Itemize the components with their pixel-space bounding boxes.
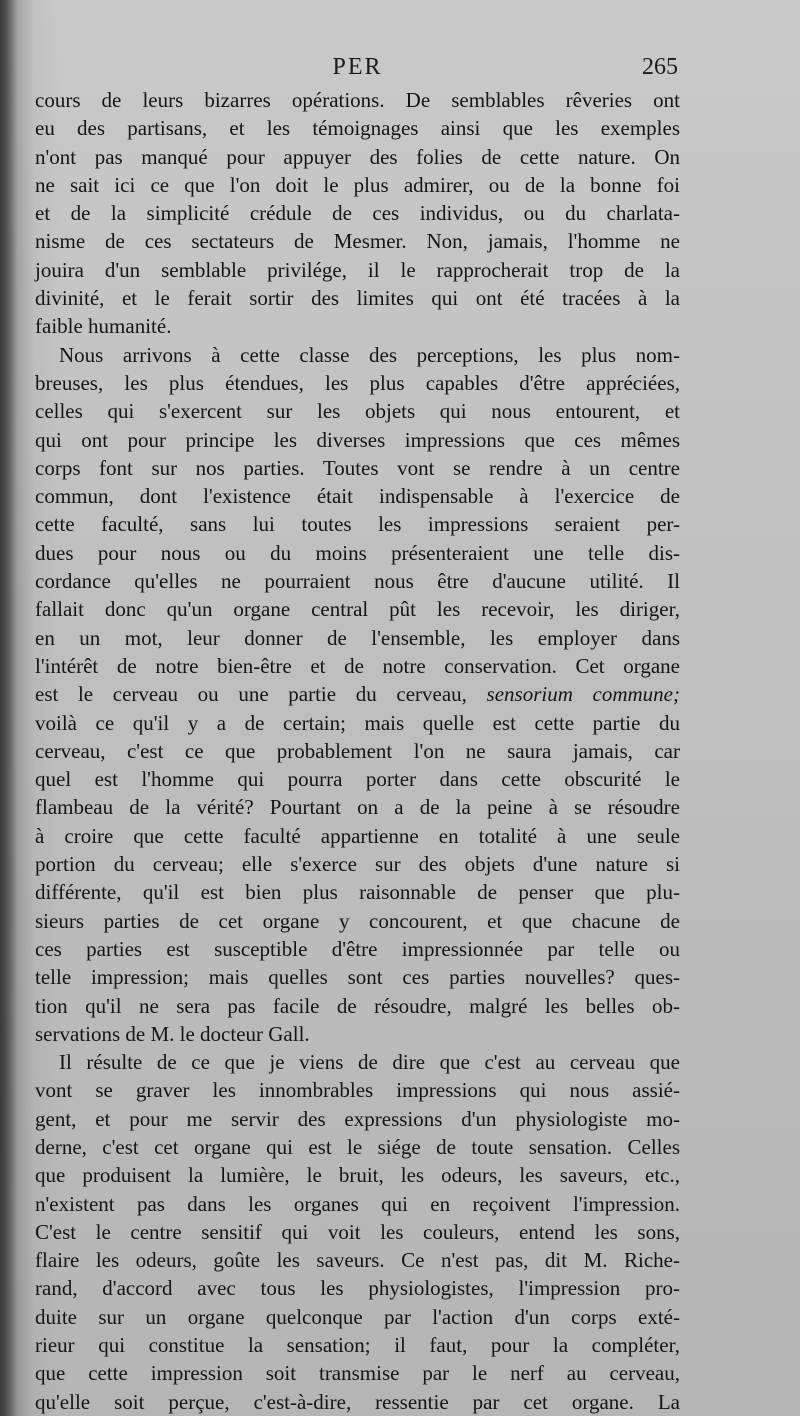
text-line: cours de leurs bizarres opérations. De semblables rêveries ont: [35, 88, 680, 112]
text-line: n'existent pas dans les organes qui en reçoivent l'impression.: [35, 1191, 680, 1216]
text-line: nisme de ces sectateurs de Mesmer. Non, jamais, l'homme ne: [35, 229, 680, 254]
text-line: ne sait ici ce que l'on doit le plus admirer, ou de la bonne foi: [35, 172, 680, 197]
text-line: eu des partisans, et les témoignages ainsi que les exemples: [35, 116, 680, 141]
text-line: ces parties est susceptible d'être impressionnée par telle ou: [35, 936, 680, 961]
text-line: rand, d'accord avec tous les physiologistes, l'impression pro-: [35, 1276, 680, 1301]
text-line: duite sur un organe quelconque par l'action d'un corps exté-: [35, 1304, 680, 1329]
italic-term: sensorium commune;: [486, 682, 680, 707]
text-line: différente, qu'il est bien plus raisonnable de penser que plu-: [35, 880, 680, 905]
text-line: vont se graver les innombrables impressions qui nous assié-: [35, 1078, 680, 1103]
text-line: tion qu'il ne sera pas facile de résoudre, malgré les belles ob-: [35, 993, 680, 1018]
text-line: corps font sur nos parties. Toutes vont se rendre à un centre: [35, 455, 680, 480]
binding-shadow: [0, 0, 18, 1416]
text-line: cette faculté, sans lui toutes les impressions seraient per-: [35, 512, 680, 537]
text-line: que cette impression soit transmise par le nerf au cerveau,: [35, 1361, 680, 1386]
text-line: telle impression; mais quelles sont ces parties nouvelles? ques-: [35, 965, 680, 990]
text-line: gent, et pour me servir des expressions d'un physiologiste mo-: [35, 1106, 680, 1131]
text-line: divinité, et le ferait sortir des limites qui ont été tracées à la: [35, 286, 680, 311]
text-line: celles qui s'exercent sur les objets qui nous entourent, et: [35, 399, 680, 424]
text-line: en un mot, leur donner de l'ensemble, les employer dans: [35, 625, 680, 650]
text-line: rieur qui constitue la sensation; il faut, pour la compléter,: [35, 1333, 680, 1358]
text-line: C'est le centre sensitif qui voit les couleurs, entend les sons,: [35, 1219, 680, 1244]
page-number: 265: [642, 54, 678, 80]
text-line-italic-term: [35, 680, 680, 708]
text-line: dues pour nous ou du moins présenteraient une telle dis-: [35, 540, 680, 565]
paragraph-end-line: servations de M. le docteur Gall.: [35, 1021, 310, 1046]
text-line: flaire les odeurs, goûte les saveurs. Ce n'est pas, dit M. Riche-: [35, 1248, 680, 1273]
paragraph-start-line: Nous arrivons à cette classe des perceptions, les plus nom-: [59, 342, 680, 367]
text-line: voilà ce qu'il y a de certain; mais quelle est cette partie du: [35, 710, 680, 735]
paragraph-end-line: faible humanité.: [35, 314, 172, 339]
text-line: cerveau, c'est ce que probablement l'on ne saura jamais, car: [35, 738, 680, 763]
text-line: portion du cerveau; elle s'exerce sur des objets d'une nature si: [35, 852, 680, 877]
text-line: à croire que cette faculté appartienne en totalité à une seule: [35, 823, 680, 848]
text-line: flambeau de la vérité? Pourtant on a de la peine à se résoudre: [35, 795, 680, 820]
body-text: [35, 86, 680, 1416]
text-line: qu'elle soit perçue, c'est-à-dire, ressentie par cet organe. La: [35, 1389, 680, 1414]
text-line: que produisent la lumière, le bruit, les odeurs, les saveurs, etc.,: [35, 1163, 680, 1188]
text-line: fallait donc qu'un organe central pût les recevoir, les diriger,: [35, 597, 680, 622]
text-line: l'intérêt de notre bien-être et de notre conservation. Cet organe: [35, 653, 680, 678]
text-line: commun, dont l'existence était indispensable à l'exercice de: [35, 484, 680, 509]
text-line: qui ont pour principe les diverses impressions que ces mêmes: [35, 427, 680, 452]
text-line: derne, c'est cet organe qui est le siége de toute sensation. Celles: [35, 1134, 680, 1159]
paragraph-start-line: Il résulte de ce que je viens de dire que c'est au cerveau que: [59, 1050, 680, 1075]
text-line: et de la simplicité crédule de ces individus, ou du charlata-: [35, 201, 680, 226]
text-line: breuses, les plus étendues, les plus capables d'être appréciées,: [35, 370, 680, 395]
text-line: cordance qu'elles ne pourraient nous être d'aucune utilité. Il: [35, 569, 680, 594]
text-line: n'ont pas manqué pour appuyer des folies de cette nature. On: [35, 144, 680, 169]
text-line: sieurs parties de cet organe y concourent, et que chacune de: [35, 908, 680, 933]
text-segment: est le cerveau ou une partie du cerveau,: [35, 682, 487, 707]
text-line: jouira d'un semblable privilége, il le rapprocherait trop de la: [35, 257, 680, 282]
running-head: PER: [332, 54, 383, 80]
text-line: quel est l'homme qui pourra porter dans cette obscurité le: [35, 767, 680, 792]
page-header: [35, 50, 680, 84]
